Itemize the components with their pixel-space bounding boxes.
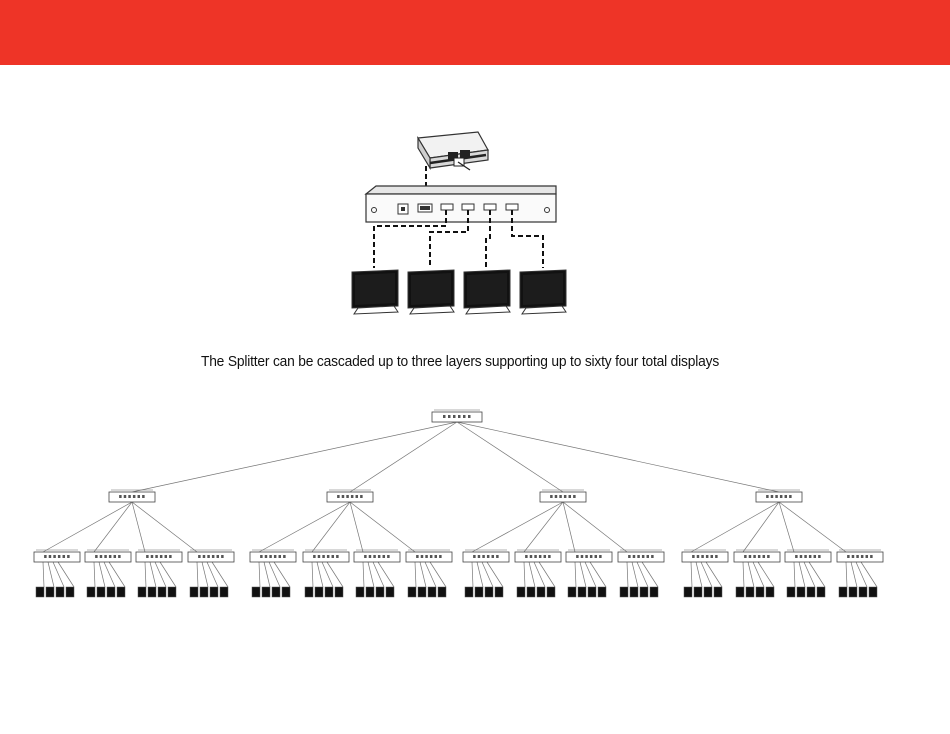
display-icon <box>568 587 576 597</box>
layer3-splitter-icon <box>785 550 831 562</box>
display-icon <box>495 587 503 597</box>
display-icon <box>630 587 638 597</box>
display-icon <box>262 587 270 597</box>
display-icon <box>210 587 218 597</box>
display-icon <box>620 587 628 597</box>
display-icon <box>418 587 426 597</box>
display-icon <box>694 587 702 597</box>
display-icon <box>746 587 754 597</box>
display-icon <box>107 587 115 597</box>
display-icon <box>408 587 416 597</box>
layer3-splitter-icon <box>34 550 80 562</box>
display-icon <box>485 587 493 597</box>
display-icon <box>117 587 125 597</box>
display-icon <box>386 587 394 597</box>
layer3-splitter-icon <box>188 550 234 562</box>
display-icon <box>315 587 323 597</box>
layer3-splitter-icon <box>354 550 400 562</box>
display-icon <box>859 587 867 597</box>
display-icon <box>756 587 764 597</box>
display-icon <box>36 587 44 597</box>
display-icon <box>650 587 658 597</box>
display-icon <box>736 587 744 597</box>
display-icon <box>335 587 343 597</box>
display-icon <box>588 587 596 597</box>
layer2-splitter-icon <box>109 490 155 502</box>
layer3-splitter-icon <box>837 550 883 562</box>
display-icon <box>787 587 795 597</box>
display-icon <box>839 587 847 597</box>
display-icon <box>849 587 857 597</box>
layer3-splitter-icon <box>85 550 131 562</box>
layer3-splitter-icon <box>734 550 780 562</box>
display-icon <box>56 587 64 597</box>
display-icon <box>684 587 692 597</box>
layer3-splitter-icon <box>303 550 349 562</box>
display-icon <box>66 587 74 597</box>
layer3-splitter-icon <box>515 550 561 562</box>
display-icon <box>148 587 156 597</box>
layer3-splitter-icon <box>463 550 509 562</box>
layer3-splitter-icon <box>250 550 296 562</box>
display-icon <box>817 587 825 597</box>
display-icon <box>272 587 280 597</box>
display-icon <box>537 587 545 597</box>
display-icon <box>305 587 313 597</box>
layer2-splitter-icon <box>327 490 373 502</box>
display-icon <box>766 587 774 597</box>
display-icon <box>158 587 166 597</box>
layer2-splitter-icon <box>540 490 586 502</box>
display-icon <box>438 587 446 597</box>
display-icon <box>869 587 877 597</box>
display-icon <box>46 587 54 597</box>
display-icon <box>714 587 722 597</box>
display-icon <box>428 587 436 597</box>
layer3-splitter-icon <box>682 550 728 562</box>
display-icon <box>527 587 535 597</box>
display-icon <box>282 587 290 597</box>
display-icon <box>190 587 198 597</box>
display-icon <box>578 587 586 597</box>
layer3-splitter-icon <box>406 550 452 562</box>
layer3-splitter-icon <box>136 550 182 562</box>
display-icon <box>97 587 105 597</box>
display-icon <box>356 587 364 597</box>
caption: The Splitter can be cascaded up to three layers supporting up to sixty four total displays <box>200 353 720 370</box>
display-icon <box>640 587 648 597</box>
layer3-splitter-icon <box>566 550 612 562</box>
display-icon <box>220 587 228 597</box>
layer3-splitter-icon <box>618 550 664 562</box>
display-icon <box>376 587 384 597</box>
display-icon <box>797 587 805 597</box>
display-icon <box>87 587 95 597</box>
display-icon <box>475 587 483 597</box>
display-icon <box>138 587 146 597</box>
display-icon <box>252 587 260 597</box>
display-icon <box>517 587 525 597</box>
display-icon <box>598 587 606 597</box>
display-icon <box>465 587 473 597</box>
display-icon <box>807 587 815 597</box>
display-icon <box>325 587 333 597</box>
display-icon <box>200 587 208 597</box>
display-icon <box>168 587 176 597</box>
root-splitter-icon <box>432 410 482 422</box>
display-icon <box>704 587 712 597</box>
display-icon <box>366 587 374 597</box>
layer2-splitter-icon <box>756 490 802 502</box>
display-icon <box>547 587 555 597</box>
